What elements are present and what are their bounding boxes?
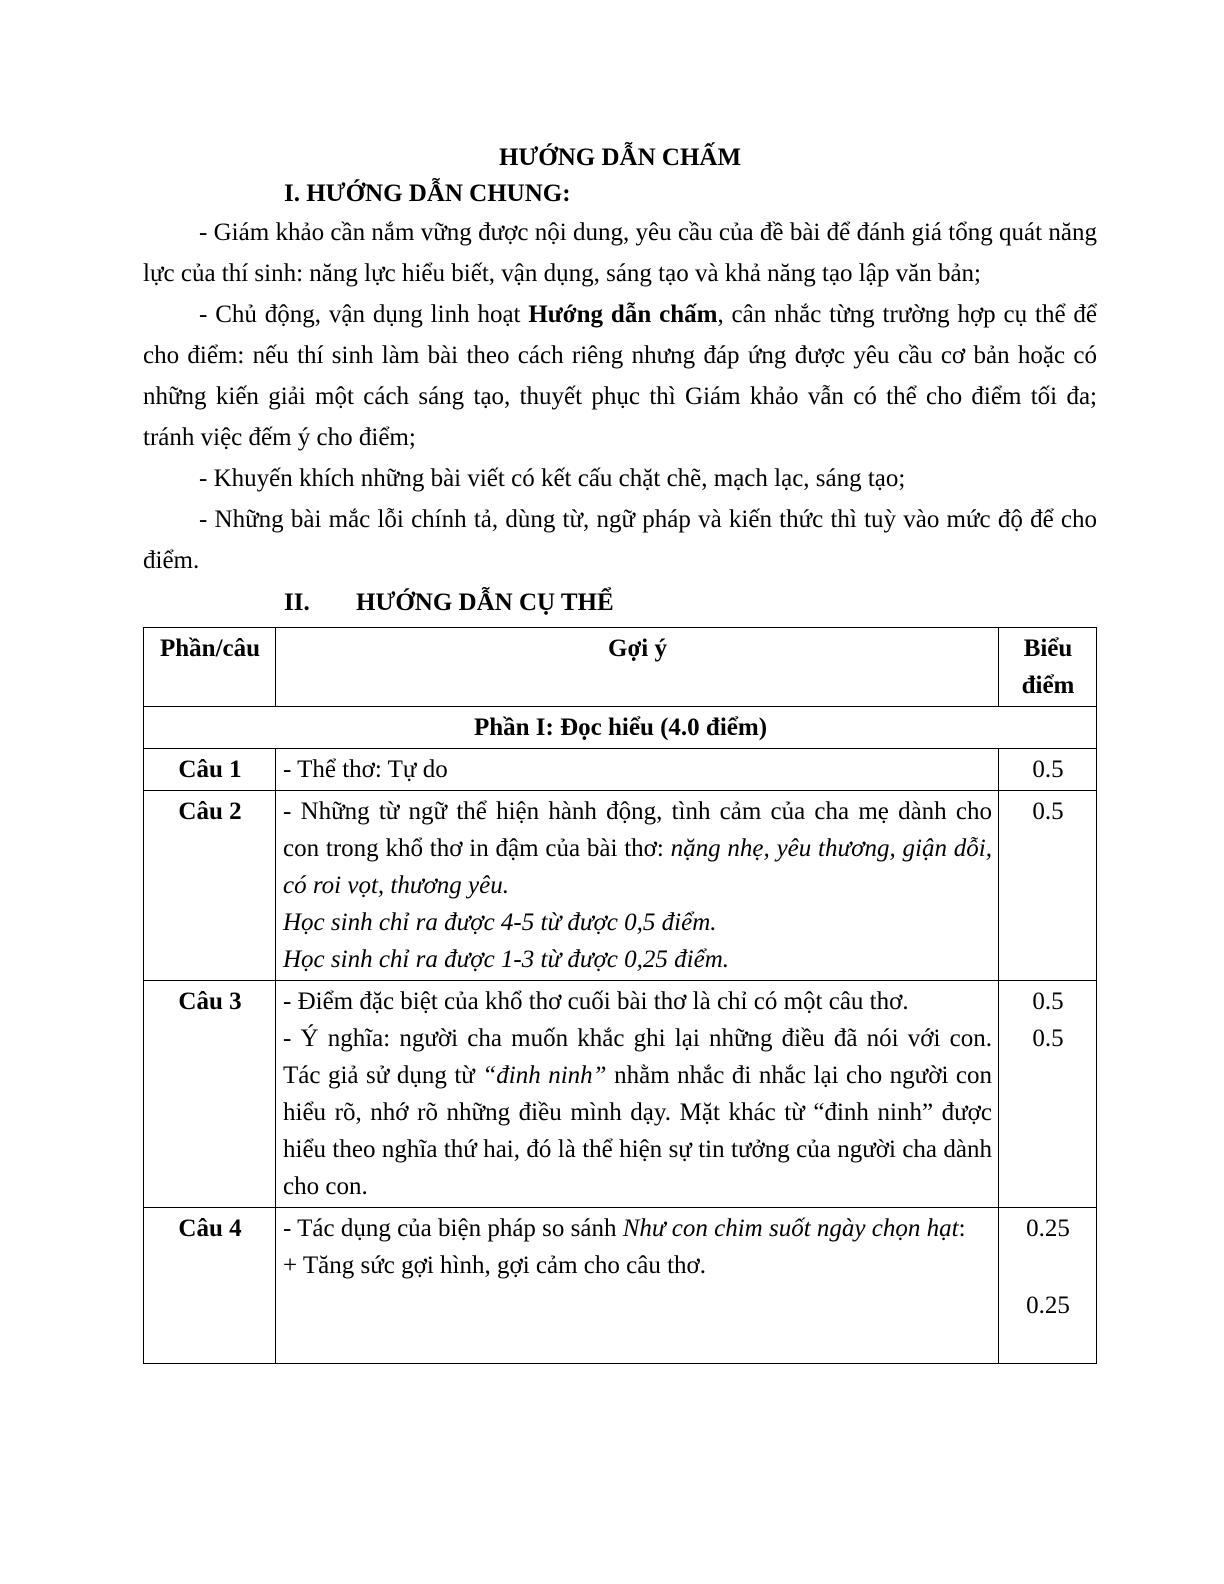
question-answer: - Những từ ngữ thể hiện hành động, tình cảm của cha mẹ dành cho con trong khổ thơ in đậm của bài thơ: nặng nhẹ, yêu thương, giận dỗi, có roi vọt, thương yêu. Học sinh chỉ ra được 4-5 từ được 0,5 điểm. Học sinh chỉ ra được 1-3 từ được 0,25 điểm. — [276, 791, 999, 981]
table-row — [144, 749, 1097, 791]
header-suggestion: Gợi ý — [276, 628, 999, 707]
header-part-question: Phần/câu — [144, 628, 276, 707]
part-1-title: Phần I: Đọc hiểu (4.0 điểm) — [144, 707, 1097, 749]
general-paragraph-1: - Giám khảo cần nắm vững được nội dung, yêu cầu của đề bài để đánh giá tổng quát năng lực của thí sinh: năng lực hiểu biết, vận dụng, sáng tạo và khả năng tạo lập văn bản; — [143, 219, 1097, 287]
question-answer: - Tác dụng của biện pháp so sánh Như con chim suốt ngày chọn hạt: + Tăng sức gợi hình, gợi cảm cho câu thơ. — [276, 1208, 999, 1364]
document-title: HƯỚNG DẪN CHẤM — [498, 144, 742, 171]
note: Học sinh chỉ ra được 4-5 từ được 0,5 điểm. — [283, 909, 717, 936]
section-row-part-1 — [144, 707, 1097, 749]
header-score: Biểu điểm — [999, 628, 1097, 707]
question-label: Câu 2 — [144, 791, 276, 981]
general-paragraph-3: - Khuyến khích những bài viết có kết cấu chặt chẽ, mạch lạc, sáng tạo; — [199, 465, 906, 492]
question-score: 0.5 — [999, 791, 1097, 981]
general-paragraph-2: - Chủ động, vận dụng linh hoạt Hướng dẫn chấm, cân nhắc từng trường hợp cụ thể để cho điểm: nếu thí sinh làm bài theo cách riêng nhưng đáp ứng được yêu cầu cơ bản hoặc có những kiến giải một cách sáng tạo, thuyết phục thì Giám khảo vẫn có thể cho điểm tối đa; tránh việc đếm ý cho điểm; — [143, 301, 1098, 451]
table-row — [144, 791, 1097, 981]
table-row — [144, 981, 1097, 1208]
section-2-heading: II. HƯỚNG DẪN CỤ THỂ — [284, 589, 614, 616]
document-page — [143, 140, 1097, 1364]
table-row — [144, 1208, 1097, 1364]
note: Học sinh chỉ ra được 1-3 từ được 0,25 điểm. — [283, 946, 729, 973]
question-answer: - Điểm đặc biệt của khổ thơ cuối bài thơ là chỉ có một câu thơ. - Ý nghĩa: người cha muốn khắc ghi lại những điều đã nói với con. Tác giả sử dụng từ “đinh ninh” nhằm nhắc đi nhắc lại cho người con hiểu rõ, nhớ rõ những điều mình dạy. Mặt khác từ “đinh ninh” được hiểu theo nghĩa thứ hai, đó là thể hiện sự tin tưởng của người cha dành cho con. — [276, 981, 999, 1208]
question-score: 0.5 — [999, 749, 1097, 791]
question-label: Câu 4 — [144, 1208, 276, 1364]
question-score: 0.5 0.5 — [999, 981, 1097, 1208]
question-label: Câu 1 — [144, 749, 276, 791]
question-label: Câu 3 — [144, 981, 276, 1208]
table-header-row — [144, 628, 1097, 707]
general-paragraph-4: - Những bài mắc lỗi chính tả, dùng từ, ngữ pháp và kiến thức thì tuỳ vào mức độ để cho điểm. — [143, 506, 1097, 574]
grading-table — [143, 627, 1097, 1364]
section-1-heading: I. HƯỚNG DẪN CHUNG: — [284, 180, 571, 207]
question-score: 0.25 0.25 — [999, 1208, 1097, 1364]
bold-term: Hướng dẫn chấm — [528, 301, 718, 328]
question-answer: - Thể thơ: Tự do — [276, 749, 999, 791]
